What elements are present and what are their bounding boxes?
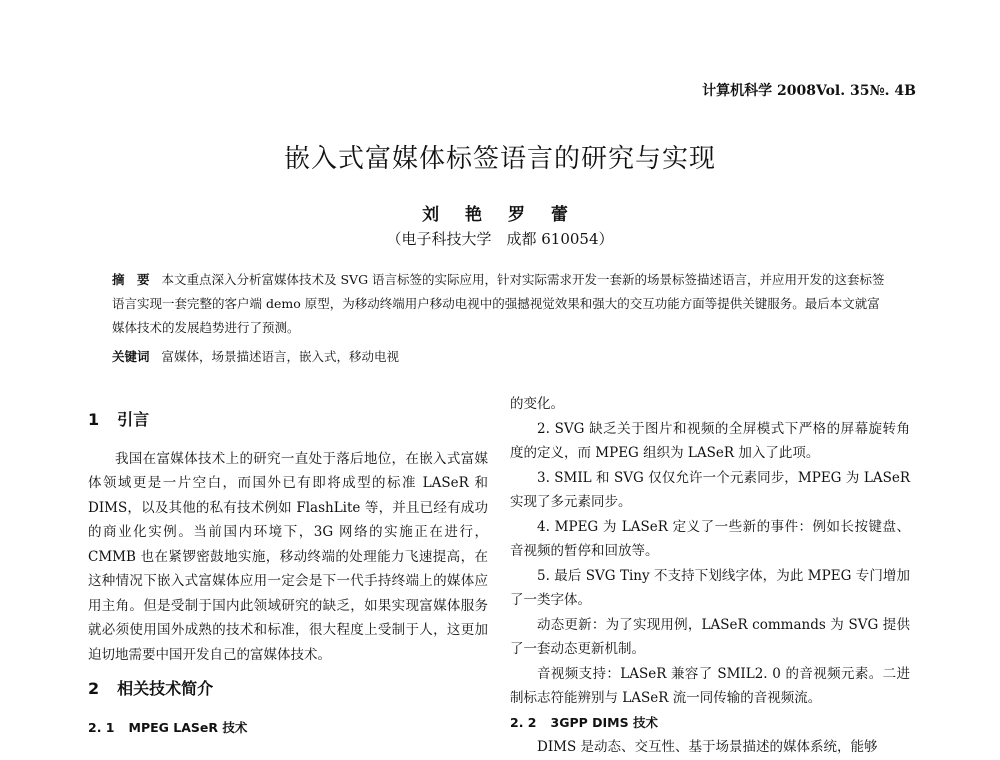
intro-paragraph: 我国在富媒体技术上的研究一直处于落后地位，在嵌入式富媒体领域更是一片空白，而国外已有即将成型的标准 LASeR 和 DIMS，以及其他的私有技术例如 FlashLite 等，并且已经有成功的商业化实例。当前国内环境下，3G 网络的实施正在进行，CMMB 也在紧锣密鼓地实施，移动终端的处理能力飞速提高，在这种情况下嵌入式富媒体应用一定会是下一代手持终端上的媒体应用主角。但是受制于国内此领域研究的缺乏，如果实现富媒体服务就必须使用国外成熟的技术和标准，很大程度上受制于人，这更加迫切地需要中国开发自己的富媒体技术。: [88, 450, 488, 663]
paper-authors: 刘 艳 罗 蕾: [422, 205, 578, 225]
paragraph: 2. SVG 缺乏关于图片和视频的全屏模式下严格的屏幕旋转角度的定义，而 MPEG 组织为 LASeR 加入了此项。: [510, 420, 910, 461]
right-column: [510, 392, 910, 760]
section-number: 1: [88, 410, 100, 429]
keywords-text: 富媒体，场景描述语言，嵌入式，移动电视: [161, 349, 400, 364]
paragraph: 3. SMIL 和 SVG 仅仅允许一个元素同步，MPEG 为 LASeR 实现了多元素同步。: [510, 469, 910, 510]
paragraph: 4. MPEG 为 LASeR 定义了一些新的事件：例如长按键盘、音视频的暂停和回放等。: [510, 518, 910, 559]
left-column: [88, 408, 488, 740]
section-heading-related-tech: [88, 677, 488, 702]
section-title: 引言: [117, 410, 150, 429]
subsection-number: 2. 2: [510, 714, 537, 730]
section-number: 2: [88, 679, 100, 698]
abstract-text: 本文重点深入分析富媒体技术及 SVG 语言标签的实际应用，针对实际需求开发一套新的场景标签描述语言，并应用开发的这套标签语言实现一套完整的客户端 demo 原型，为移动终端用户移动电视中的强撼视觉效果和强大的交互功能方面等提供关键服务。最后本文就富媒体技术的发展趋势进行了预测。: [112, 272, 885, 335]
section-heading-introduction: [88, 408, 488, 433]
subsection-heading-laser: [88, 716, 488, 741]
paragraph: 音视频支持：LASeR 兼容了 SMIL2. 0 的音视频元素。二进制标志符能辨别与 LASeR 流一同传输的音视频流。: [510, 665, 910, 706]
paragraph: DIMS 是动态、交互性、基于场景描述的媒体系统，能够: [537, 739, 878, 755]
paragraph: 5. 最后 SVG Tiny 不支持下划线字体，为此 MPEG 专门增加了一类字体。: [510, 567, 910, 608]
journal-citation: 计算机科学 2008Vol. 35№. 4B: [702, 83, 916, 99]
abstract-label: 摘 要: [112, 272, 150, 287]
keywords-label: 关键词: [112, 349, 150, 364]
section-title: 相关技术简介: [117, 679, 214, 698]
paper-affiliation: （电子科技大学 成都 610054）: [386, 230, 614, 248]
paragraph: 动态更新：为了实现用例，LASeR commands 为 SVG 提供了一套动态更新机制。: [510, 616, 910, 657]
paragraph: 的变化。: [510, 396, 564, 412]
subsection-number: 2. 1: [88, 719, 115, 735]
subsection-title: MPEG LASeR 技术: [128, 719, 248, 735]
subsection-heading-dims: [510, 711, 910, 736]
subsection-title: 3GPP DIMS 技术: [550, 714, 658, 730]
abstract: [112, 268, 888, 340]
paper-title: 嵌入式富媒体标签语言的研究与实现: [283, 144, 716, 174]
keywords: [112, 347, 888, 365]
